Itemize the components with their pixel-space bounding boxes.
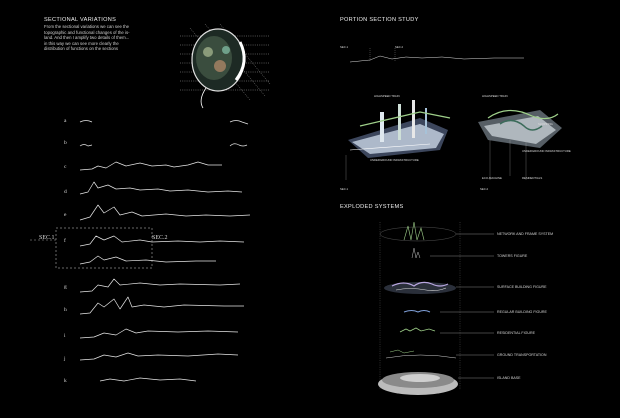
layer-regular-building [404, 311, 430, 313]
layer-label-island-base: ISLAND BASE [497, 376, 521, 380]
sec2-label: SEC.2 [152, 235, 168, 241]
layer-label-ground-transport: GROUND TRANSPORTATION [497, 353, 547, 357]
sec1-label: SEC.1 [39, 235, 55, 241]
intro-line: distribution of functions on the sections [44, 46, 119, 52]
sectional-variations-heading: SECTIONAL VARIATIONS [44, 17, 117, 23]
section-letter-j: j [64, 356, 66, 362]
right-model-label-top: HIGHSPEED TRAIN [482, 94, 508, 98]
portion-study-heading: PORTION SECTION STUDY [340, 17, 419, 23]
layer-residential [400, 328, 435, 332]
section-letter-b: b [64, 140, 67, 146]
layer-leader-lines [430, 234, 494, 378]
section-letter-c: c [64, 164, 67, 170]
layer-towers [412, 248, 420, 258]
section-letter-k: k [64, 378, 67, 384]
layer-label-surface-building: SURFACE BUILDING FIGURE [497, 285, 547, 289]
section-letter-h: h [64, 307, 67, 313]
section-letter-a: a [64, 118, 67, 124]
left-model-label-top: HIGHSPEED TRAIN [374, 94, 400, 98]
layer-ground-transport [386, 350, 456, 358]
portion-key-sec2: SEC.2 [395, 45, 404, 49]
intro-line: in this way we can see more clearly the [44, 40, 119, 46]
left-model-label-corner: SEC.1 [340, 187, 349, 191]
right-model-label-corner: SEC.2 [480, 187, 489, 191]
layer-label-towers: TOWERS FIGURE [497, 254, 528, 258]
right-model-label-eco: ECO-MACHINE [482, 176, 502, 180]
section-letter-e: e [64, 212, 67, 218]
right-model-label-shopping: SHOPPING [538, 122, 553, 126]
section-letter-f: f [64, 238, 66, 244]
layer-surface-building [384, 282, 456, 294]
section-letter-g: g [64, 284, 67, 290]
layer-island-base [378, 372, 458, 395]
intro-line: From the sectional variations we can see the [44, 24, 130, 29]
section-letter-i: i [64, 333, 66, 339]
exploded-systems-heading: EXPLODED SYSTEMS [340, 204, 404, 210]
layer-label-regular-building: REGULAR BUILDING FIGURE [497, 310, 547, 314]
layer-label-residential: RESIDENTIAL FIGURE [497, 331, 536, 335]
section-letter-d: d [64, 189, 67, 195]
left-model-label-under: UNDERGROUND INFRASTRUCTURE [370, 158, 419, 162]
layer-network-frame [380, 222, 456, 241]
intro-line: land. And then I amplify two details of them... [44, 35, 130, 41]
intro-line: topographic and functional changes of the is- [44, 29, 130, 35]
right-model-label-res: RESIDENTIALS [522, 176, 543, 180]
portion-key-sec1: SEC.1 [340, 45, 349, 49]
layer-label-network-frame: NETWORK AND FRAME SYSTEM [497, 232, 554, 236]
exploded-vertical-guides [380, 222, 460, 390]
right-model-label-under: UNDERGROUND INFRASTRUCTURE [522, 149, 571, 153]
